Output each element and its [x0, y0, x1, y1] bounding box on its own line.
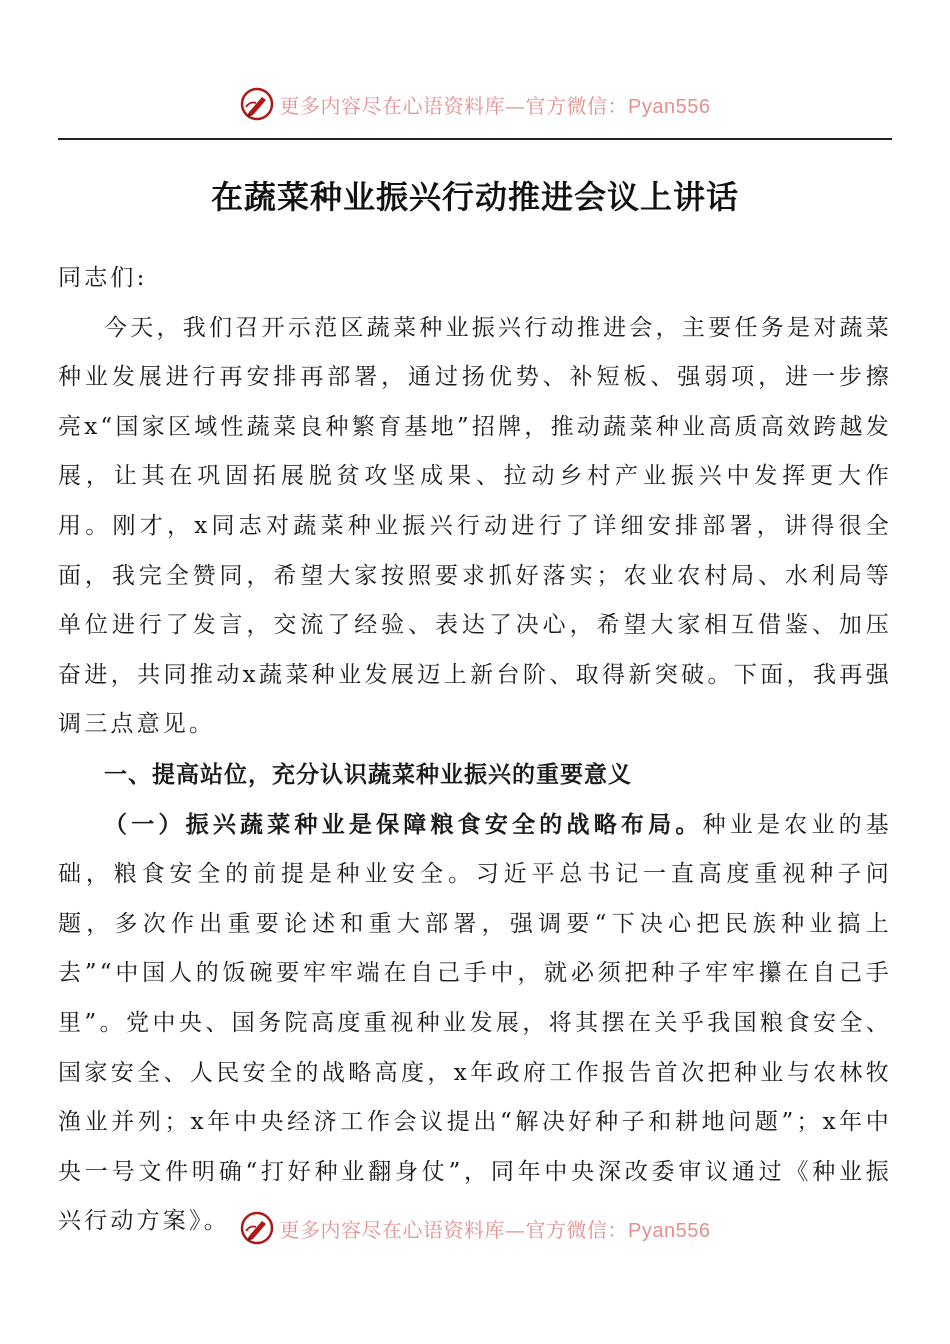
document-body: [58, 254, 892, 1247]
paragraph-intro: 今天，我们召开示范区蔬菜种业振兴行动推进会，主要任务是对蔬菜种业发展进行再安排再部署，通过扬优势、补短板、强弱项，进一步擦亮x“国家区域性蔬菜良种繁育基地”招牌，推动蔬菜种业高质高效跨越发展，让其在巩固拓展脱贫攻坚成果、拉动乡村产业振兴中发挥更大作用。刚才，x同志对蔬菜种业振兴行动进行了详细安排部署，讲得很全面，我完全赞同，希望大家按照要求抓好落实；农业农村局、水利局等单位进行了发言，交流了经验、表达了决心，希望大家相互借鉴、加压奋进，共同推动x蔬菜种业发展迈上新台阶、取得新突破。下面，我再强调三点意见。: [58, 314, 892, 738]
watermark-header: [0, 84, 950, 124]
document-title: 在蔬菜种业振兴行动推进会议上讲话: [210, 178, 739, 216]
watermark-wechat-id: Pyan556: [628, 95, 711, 118]
pen-logo-icon: [240, 87, 274, 121]
pen-logo-icon: [240, 1211, 274, 1245]
header-divider: [58, 138, 892, 140]
salutation: 同志们:: [58, 265, 148, 291]
subsection-1-title: （一）振兴蔬菜种业是保障粮食安全的战略布局。: [104, 810, 703, 838]
watermark-text: [280, 1214, 711, 1243]
paragraph-subsection-1: [58, 800, 892, 1247]
watermark-footer: [0, 1208, 950, 1248]
watermark-label: 更多内容尽在心语资料库—官方微信：: [279, 1217, 629, 1242]
watermark-wechat-id: Pyan556: [628, 1219, 711, 1242]
watermark-label: 更多内容尽在心语资料库—官方微信：: [279, 93, 629, 118]
watermark-text: [280, 90, 711, 119]
subsection-1-body: 种业是农业的基础，粮食安全的前提是种业安全。习近平总书记一直高度重视种子问题，多次作出重要论述和重大部署，强调要“下决心把民族种业搞上去”“中国人的饭碗要牢牢端在自己手中，就必须把种子牢牢攥在自己手里”。党中央、国务院高度重视种业发展，将其摆在关乎我国粮食安全、国家安全、人民安全的战略高度，x年政府工作报告首次把种业与农林牧渔业并列；x年中央经济工作会议提出“解决好种子和耕地问题”；x年中央一号文件明确“打好种业翻身仗”，同年中央深改委审议通过《种业振兴行动方案》。: [58, 811, 893, 1235]
section-heading-1: 一、提高站位，充分认识蔬菜种业振兴的重要意义: [104, 760, 632, 788]
